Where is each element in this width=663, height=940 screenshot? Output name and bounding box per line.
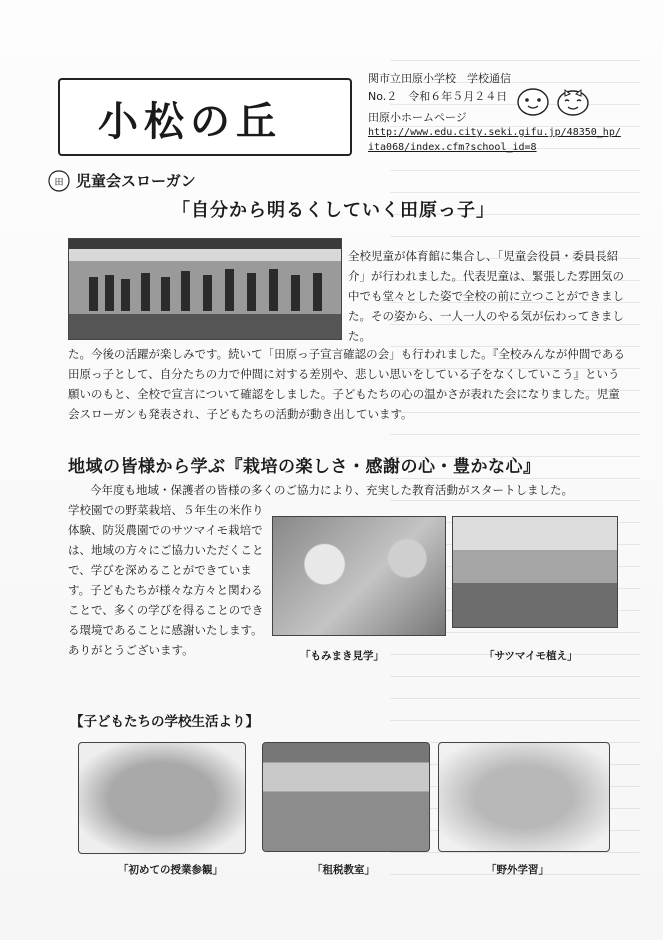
caption-tax-class: 「租税教室」 xyxy=(312,864,375,876)
svg-text:田: 田 xyxy=(54,178,64,188)
slogan-text: 「自分から明るくしていく田原っ子」 xyxy=(172,200,495,221)
issue-date: No.２ 令和６年５月２４日 xyxy=(368,90,508,103)
slogan-paragraph-side: 全校児童が体育館に集合し、「児童会役員・委員長紹介」が行われました。代表児童は、緊張した雰囲気の中でも堂々とした姿で全校の前に立つことができました。その姿から、一人一人のやる気が伝わってきました。 xyxy=(348,249,624,343)
outdoor-learning-photo xyxy=(438,742,610,852)
homepage-label: 田原小ホームページ xyxy=(368,111,467,124)
section2-lead: 今年度も地域・保護者の皆様の多くのご協力により、充実した教育活動がスタートしました。 xyxy=(90,483,573,497)
class-observation-photo xyxy=(78,742,246,854)
caption-class-observation: 「初めての授業参観」 xyxy=(118,864,223,876)
rice-seeding-photo xyxy=(272,516,446,636)
mascot-right-icon xyxy=(556,86,590,116)
caption-sweet-potato: 「サツマイモ植え」 xyxy=(484,650,578,662)
homepage-url-line2[interactable]: ita068/index.cfm?school_id=8 xyxy=(368,142,537,153)
slogan-paragraph-full: た。今後の活躍が楽しみです。続いて「田原っ子宣言確認の会」も行われました。『全校みんなが仲間である田原っ子として、自分たちの力で仲間に対する差別や、悲しい思いをしている子をなくしていこう』という願いのもと、全校で宣言について確認をしました。子どもたちの心の温かさが表れた会になりました。児童会スローガンも発表され、子どもたちの活動が動き出しています。 xyxy=(68,347,625,421)
section3-heading: 【子どもたちの学校生活より】 xyxy=(70,714,259,730)
homepage-url-line1[interactable]: http://www.edu.city.seki.gifu.jp/48350_hp/ xyxy=(368,127,621,138)
school-name: 関市立田原小学校 学校通信 xyxy=(368,72,511,85)
slogan-label: 児童会スローガン xyxy=(76,172,196,190)
caption-rice-seeding: 「もみまき見学」 xyxy=(300,650,384,662)
assembly-photo xyxy=(68,238,342,340)
sweet-potato-planting-photo xyxy=(452,516,618,628)
newsletter-title: 小松の丘 xyxy=(98,99,282,145)
mascot-left-icon xyxy=(516,86,550,116)
school-logo-icon xyxy=(48,170,70,192)
section2-paragraph: 学校園での野菜栽培、５年生の米作り体験、防災農園でのサツマイモ栽培では、地域の方々にご協力いただくことで、学びを深めることができています。子どもたちが様々な方々と関わることで、多くの学びを得ることのできる環境であることに感謝いたします。ありがとうございます。 xyxy=(68,503,264,657)
caption-outdoor-learning: 「野外学習」 xyxy=(486,864,549,876)
section2-heading: 地域の皆様から学ぶ『栽培の楽しさ・感謝の心・豊かな心』 xyxy=(68,457,541,477)
tax-class-photo xyxy=(262,742,430,852)
